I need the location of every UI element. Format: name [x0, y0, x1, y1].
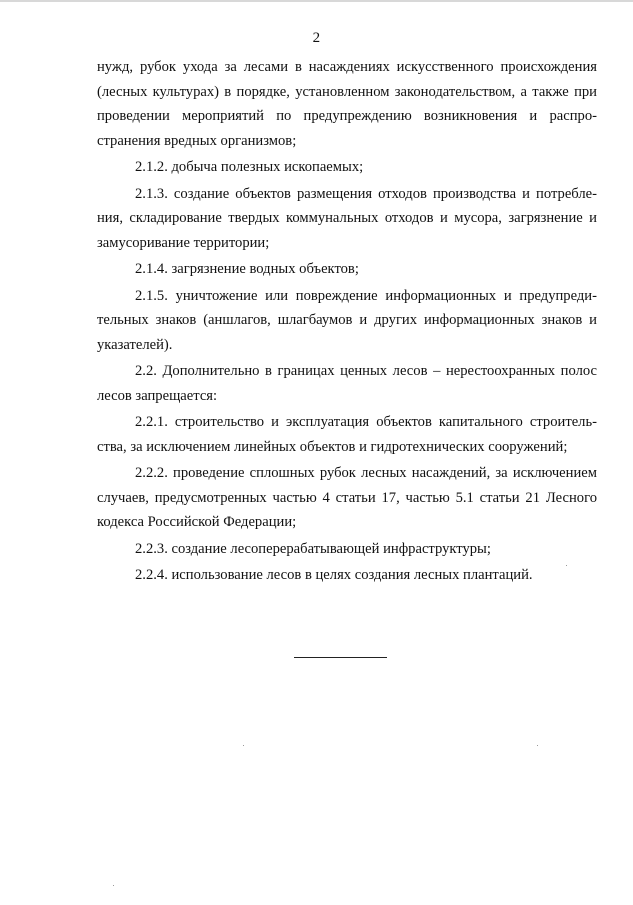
paragraph-2-2-4: 2.2.4. использование лесов в целях создания лесных плантаций. — [135, 567, 533, 583]
document-body — [97, 55, 597, 590]
paragraph-2-1-2: 2.1.2. добыча полезных ископаемых; — [135, 159, 364, 175]
scan-speck — [243, 745, 244, 746]
paragraph-2-1-4: 2.1.4. загрязнение водных объектов; — [135, 261, 359, 277]
paragraph-2-2: 2.2. Дополнительно в границах ценных лесов – нерестоохранных полос лесов запрещается: — [97, 363, 597, 404]
scan-speck — [537, 745, 538, 746]
paragraph-2-2-3: 2.2.3. создание лесоперерабатывающей инфраструктуры; — [135, 540, 491, 557]
scan-speck — [566, 565, 567, 566]
end-separator-line — [294, 657, 387, 658]
paragraph-2-2-1: 2.2.1. строительство и эксплуатация объектов капитального строительства, за исключением линейных объектов и гидротехнических сооружений; — [97, 414, 597, 455]
paragraph-2-2-2: 2.2.2. проведение сплошных рубок лесных насаждений, за исключением случаев, предусмотренных частью 4 статьи 17, частью 5.1 статьи 21 Лесного кодекса Российской Федерации; — [97, 465, 597, 530]
scan-speck — [113, 885, 114, 886]
paragraph-2-1-3: 2.1.3. создание объектов размещения отходов производства и потребления, складирование твердых коммунальных отходов и мусора, загрязнение и замусоривание территории; — [97, 185, 597, 251]
paragraph-continuation: нужд, рубок ухода за лесами в насаждениях искусственного происхождения (лесных культурах) в порядке, установленном законодательством, а также при проведении мероприятий по предупреждению возникновения и распространения вредных организмов; — [97, 59, 597, 149]
page-number: 2 — [312, 30, 321, 46]
page-top-edge — [0, 0, 633, 2]
paragraph-2-1-5: 2.1.5. уничтожение или повреждение информационных и предупредительных знаков (аншлагов, шлагбаумов и других информационных знаков и указателей). — [97, 287, 597, 353]
